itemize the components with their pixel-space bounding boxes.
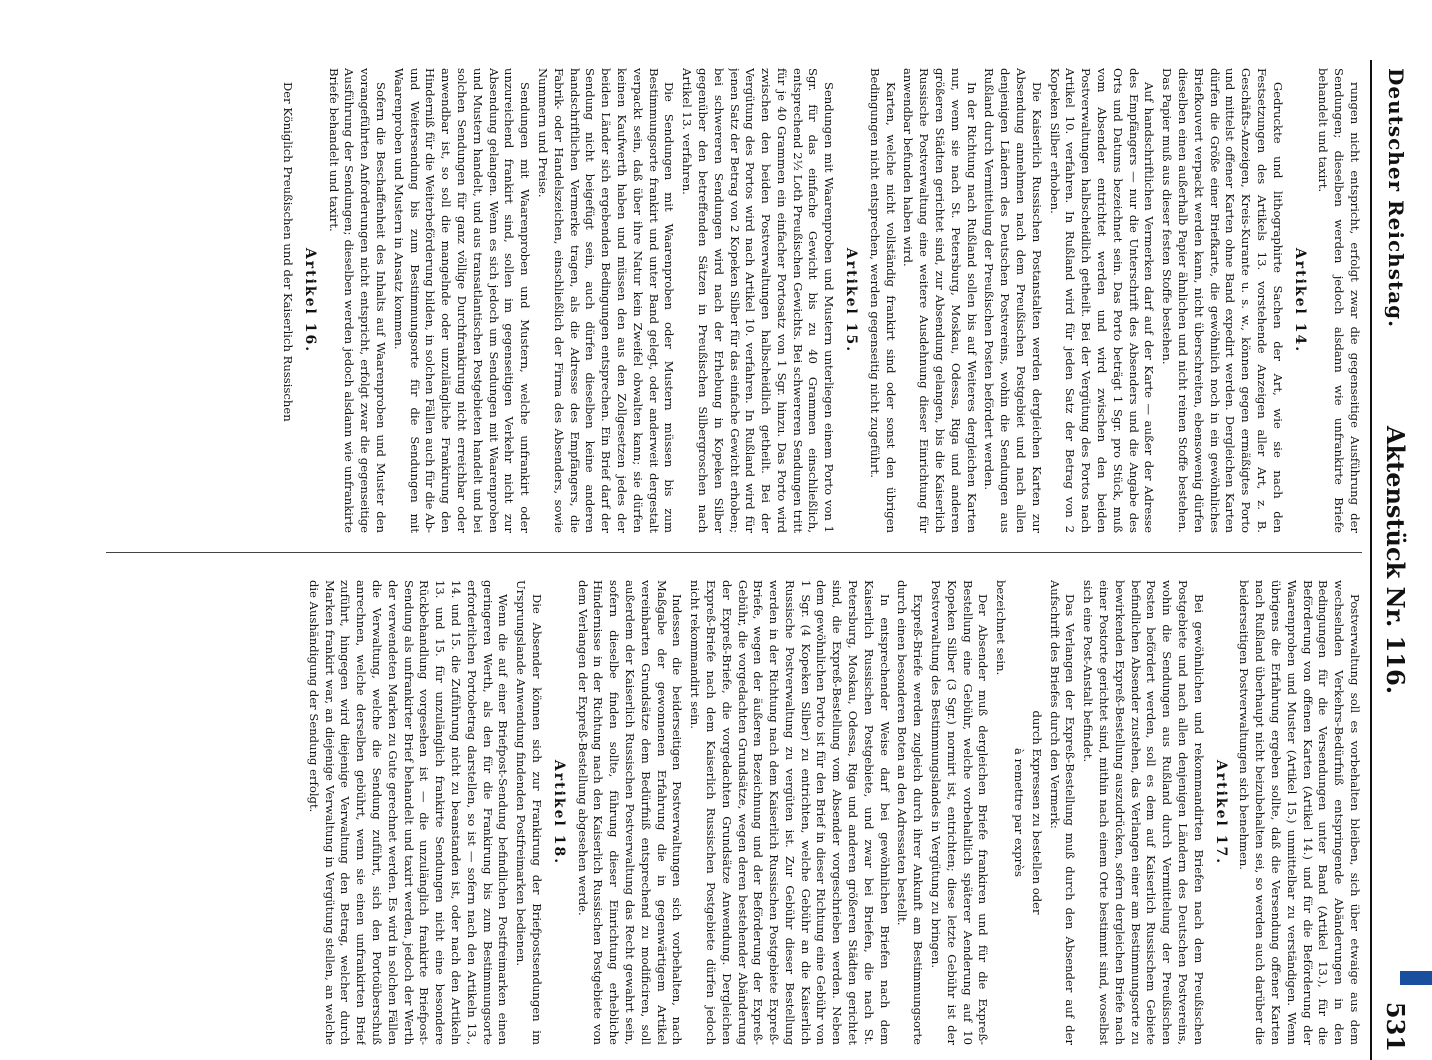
paragraph: Auf handschriftlichen Vermerken darf auf der Karte — außer der Adresse des Empfängers — nur die Unterschrift des Absenders und die Angabe des Orts und Datums bezeichnet sein. Das Porto beträgt 1 Sgr. pro Stück, muß vom Absender entrichtet werden und wird zwischen den beiden Postverwaltungen halbscheidlich getheilt. Bei der Vergütung des Portos nach Artikel 10. verfahren. In Rußland wird für jeden Satz der Betrag von 2 Kopeken Silber erhoben. [1047, 68, 1157, 533]
scanned-document-page [76, 60, 1416, 1060]
paragraph: Die Kaiserlich Russischen Postanstalten werden dergleichen Karten zur Absendung annehmen nach dem Preußischen Postgebiet und nach allen denjenigen Ländern des Deutschen Postvereins, wohin die Sendungen aus Rußland durch Vermittelung der Preußischen Posten befördert werden. [982, 68, 1044, 533]
paragraph: Gedruckte und lithographirte Sachen der Art, wie sie nach den Festsetzungen des Artikels 13. vorstehende Anzeigen aller Art, z. B. Geschäfts-Anzeigen, Kreis-Kurante u. s. w., können gegen ermäßigtes Porto und mittelst offener Karten ohne Band expedirt werden. Dergleichen Karten dürfen die Größe einer Briefkarte, die gewöhnlich noch in ein gewöhnliches Briefkouvert verpackt werden kann, nicht überschreiten, ebensowenig dürfen dieselben einen außerhalb Papier ähnlichen und nicht reinen Stoffe bestehen. Das Papier muß aus dieser festen Stoffe bestehen. [1160, 68, 1285, 533]
page-number: 531 [1381, 1001, 1410, 1052]
column-divider [106, 552, 1362, 553]
article-heading: Artikel 17. [1212, 759, 1229, 866]
left-column [106, 68, 1362, 533]
digitization-credit [1408, 14, 1424, 989]
paragraph: Sendungen mit Waarenproben und Mustern, welche unfrankirt oder unzureichend frankirt sind, sollen im gegenseitigen Verkehr nicht zur Absendung gelangen. Wenn es sich jedoch um Sendungen mit Waarenproben und Mustern handelt, und aus transatlantischen Postgebieten handelt und bei solchen Sendungen für ganz völlige Durchfrankirung nicht erreichbar oder anwendbar ist, so soll die mangelnde oder unzulängliche Frankirung den Hinderniß für die Weiterbeförderung bilden, in solchen Fällen auch für die Ab- und Weitersendung bis zum Bestimmungsorte für die Sendungen mit Waarenproben und Mustern in Ansatz kommen. [391, 68, 533, 533]
paragraph: In der Richtung nach Rußland sollen bis auf Weiteres dergleichen Karten nur, wenn sie nach St. Petersburg, Moskau, Odessa, Riga und anderen größeren Städten gerichtet sind, zur Absendung gelangen, bis die Kaiserlich Russische Postverwaltung eine weitere Ausdehnung dieser Einrichtung für anwendbar befunden haben wird. [901, 68, 979, 533]
right-column [106, 580, 1362, 1045]
paragraph: Karten, welche nicht vollständig frankirt sind oder sonst den übrigen Bedingungen nicht entsprechen, werden gegenseitig nicht zugeführt. [867, 68, 898, 533]
paragraph: Das Verlangen der Expreß-Bestellung muß durch den Absender auf der Aufschrift des Briefes durch den Vermerk: [1047, 580, 1078, 1045]
paragraph: Die Absender können sich zur Frankirung der Briefpostsendungen im Ursprungslande Anwendung findenden Postfreimarken bedienen. [514, 580, 544, 1045]
paragraph: rungen nicht entspricht, erfolgt zwar die gegenseitige Ausführung der Sendungen; dieselben werden jedoch alsdann wie unfrankirte Briefe behandelt und taxirt. [1316, 68, 1362, 533]
paragraph: In entsprechender Weise darf bei gewöhnlichen Briefen nach dem Kaiserlich Russischen Postgebiete, und zwar bei Briefen, die nach St. Petersburg, Moskau, Odessa, Riga und anderen größeren Städten gerichtet sind, die Expreß-Bestellung vom Absender vorgeschrieben werden. Neben dem gewöhnlichen Porto ist für den Brief in dieser Richtung eine Gebühr von 1 Sgr. (4 Kopeken Silber) zu entrichten, welche Gebühr an die Kaiserlich Russische Postverwaltung zu vergüten ist. Zur Gebühr dieser Bestellung werden in der Richtung nach dem Kaiserlich Russischen Postgebiete Expreß-Briefe, wegen der äußeren Bezeichnung und der Beförderung der Expreß-Gebühr, die vorgedachten Grundsätze, wegen deren bestehender Abänderung der Expreß-Briefe, die vorgedachten Grundsätze Anwendung. Dergleichen Expreß-Briefe nach dem Kaiserlich Russischen Postgebiete dürfen jedoch nicht rekommandirt sein. [688, 580, 892, 1045]
paragraph: Indessen die beiderseitigen Postverwaltungen sich vorbehalten, nach Maßgabe der gewonnenen Erfahrung die in gegenwärtigem Artikel vereinbarten Grundsätze dem Bedürfniß entsprechend zu modificiren, soll außerdem der Kaiserlich Russischen Postverwaltung das Recht gewahrt sein, sofern dieselbe finden sollte, führung dieser Einrichtung erhebliche Hindernisse in der Richtung nach den Kaiserlich Russischen Postgebiete von dem Verlangen der Expreß-Bestellung abgesehen werde. [575, 580, 685, 1045]
article-heading: Artikel 15. [843, 247, 860, 354]
document-number: Aktenstück Nr. 116. [1381, 425, 1410, 695]
paragraph: Die Sendungen mit Waarenproben oder Mustern müssen bis zum Bestimmungsorte frankirt und unter Band gelegt, oder anderweit dergestalt verpackt sein, daß über ihre Natur kein Zweifel obwalten kann; sie dürfen keinen Kaufwerth haben und müssen den aus den Zollgesetzen jedes der beiden Länder sich ergebenden Bedingungen entsprechen. Ein Brief darf der Sendung nicht beigefügt sein, auch dürfen dieselben keine anderen handschriftlichen Vermerke tragen, als die Adresse des Empfängers, die Fabrik- oder Handelszeichen, einschließlich der Firma des Absenders, sowie Nummern und Preise. [535, 68, 677, 533]
paragraph: Der Königlich Preußischen und der Kaiserlich Russischen [281, 82, 295, 422]
article-heading: Artikel 14. [1291, 247, 1308, 354]
paragraph: bezeichnet sein. [994, 580, 1009, 676]
paragraph: Expreß-Briefe werden zugleich durch ihrer Ankunft am Bestimmungsorte durch einen besonderen Boten an den Adressaten bestellt. [895, 580, 926, 1045]
paragraph: Sendungen mit Waarenproben und Mustern unterliegen einem Porto von 1 Sgr. für das einfache Gewicht bis zu 40 Grammen einschließlich, entsprechend 2½ Loth Preußischen Gewichts. Bei schwereren Sendungen tritt für je 40 Grammen ein einfacher Portosatz von 1 Sgr. hinzu. Das Porto wird zwischen den beiden Postverwaltungen halbscheidlich getheilt. Bei der Vergütung des Portos wird nach Artikel 10. verfahren. In Rußland wird für jenen Satz der Betrag von 2 Kopeken Silber für das einfache Gewicht erhoben; bei schwereren Sendungen wird nach der Erhebung in Kopeken Silber gegenüber den betreffenden Sätzen in Preußischen Silbergroschen nach Artikel 13. verfahren. [680, 68, 837, 533]
paragraph: durch Expressen zu bestellen oder [1029, 710, 1044, 915]
dfg-logo [1400, 971, 1432, 985]
paragraph: Der Absender muß dergleichen Briefe frankiren und für die Expreß-Bestellung eine Gebühr, welche vorbehaltlich späterer Aenderung auf 10 Kopeken Silber (3 Sgr.) normirt ist, entrichten; diese letzte Gebühr ist der Postverwaltung des Bestimmungslandes in Vergütung zu bringen. [929, 580, 991, 1045]
paragraph: Bei gewöhnlichen und rekommandirten Briefen nach dem Preußischen Postgebiete und nach allen denjenigen Ländern des Deutschen Postvereins, wohin die Sendungen aus Rußland durch Vermittelung der Preußischen Posten befördert werden, soll es dem auf Kaiserlich Russischem Gebiete befindlichen Absender zustehen, das Verlangen einer am Bestimmungsorte zu bewirkenden Expreß-Bestellung auszudrücken, sofern dergleichen Briefe nach einer Postorte gerichtet sind, mithin nach einem Orte bestimmt sind, woselbst sich eine Post-Anstalt befindet. [1081, 580, 1206, 1045]
article-heading: Artikel 16. [301, 247, 318, 354]
article-heading: Artikel 18. [550, 759, 567, 866]
paragraph: Wenn die auf einer Briefpost-Sendung befindlichen Postfreimarken einen geringeren Werth, als den für die Frankirung bis zum Bestimmungsorte erforderlichen Portobetrag darstellen, so ist — sofern nach den Artikeln 13., 14. und 15. die Zuführung nicht zu beanstanden ist, oder nach den Artikeln 13. und 15. für unzulänglich frankirte Sendungen nicht eine besondere Rückbehandlung vorgesehen ist — die unzulänglich frankirte Briefpost-Sendung als unfrankirter Brief behandelt und taxirt werden, jedoch der Werth der verwendeten Marken zu Gute gerechnet werden. Es wird in solchen Fällen die Verwaltung, welche die Sendung zuführt, sich den Portoüberschuß anrechnen, welche derselben gebührt, wenn sie einen unfrankirten Brief zuführt, hingegen wird diejenige Verwaltung den Betrag, welcher durch Marken frankirt war, an diejenige Verwaltung in Vergütung stellen, an welche die Aushändigung der Sendung erfolgt. [306, 580, 511, 1045]
running-title: Deutscher Reichstag. [1384, 68, 1408, 329]
paragraph: Sofern die Beschaffenheit des Inhalts auf Waarenproben und Muster den vorangeführten Anforderungen nicht entspricht, erfolgt zwar die gegenseitige Ausführung der Sendungen; dieselben werden jedoch alsdann wie unfrankirte Briefe behandelt und taxirt. [326, 68, 388, 533]
paragraph: Postverwaltung soll es vorbehalten bleiben, sich über etwaige aus dem wechselnden Verkehrs-Bedürfniß entspringende Abänderungen in den Bedingungen für die Versendungen unter Band (Artikel 13.), für die Beförderung von offenen Karten (Artikel 14.) und für die Beförderung der Waarenproben und Muster (Artikel 15.) unmittelbar zu verständigen. Wenn übrigens die Erfahrung ergeben sollte, daß die Versendung offener Karten nach Rußland überhaupt nicht beizubehalten sei, so werden auch darüber die beiderseitigen Postverwaltungen sich benehmen. [1237, 580, 1362, 1045]
paragraph: à remettre par exprès [1012, 748, 1027, 877]
